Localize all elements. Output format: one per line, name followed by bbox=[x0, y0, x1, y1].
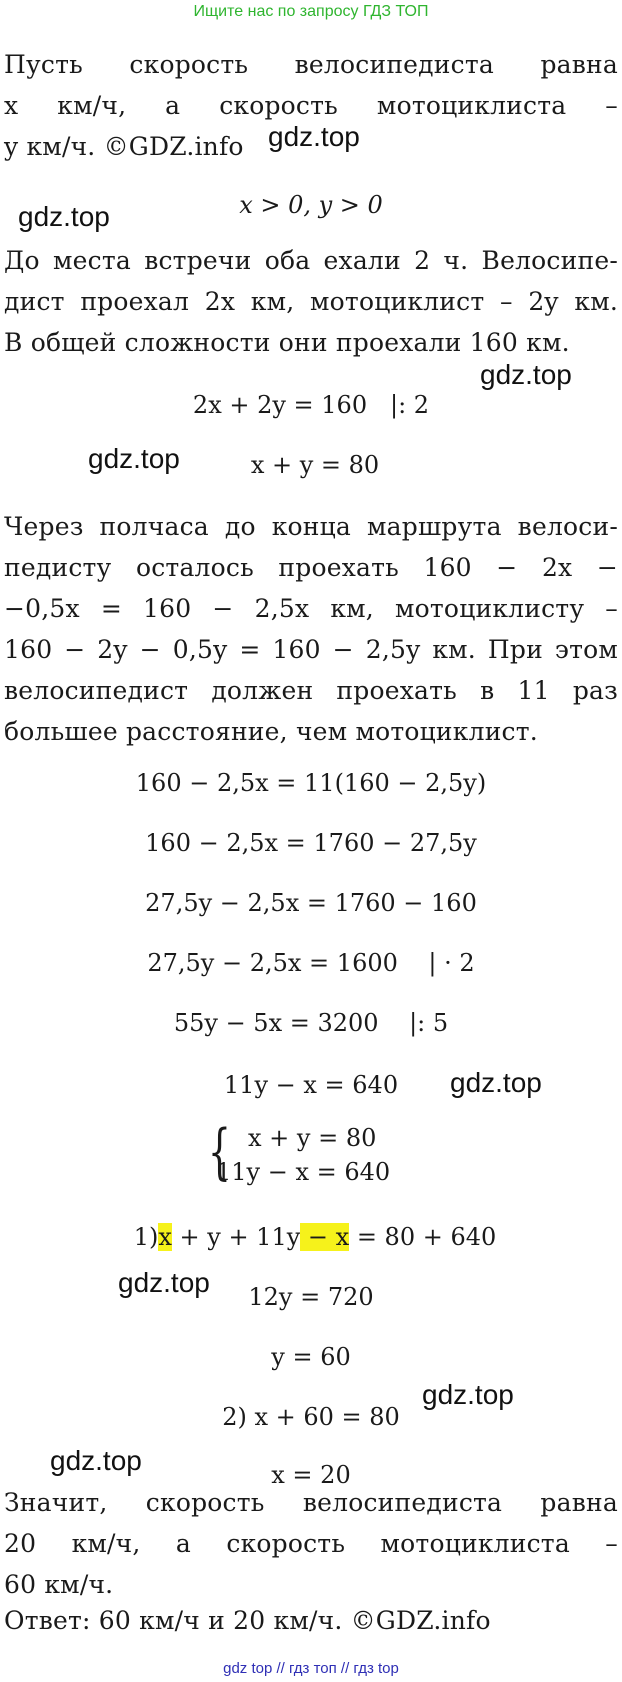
equation-step-3: 27,5y − 2,5x = 1760 − 160 bbox=[145, 889, 477, 917]
equation-result-1: 12y = 720 bbox=[248, 1283, 374, 1311]
equation-step-x: 2) x + 60 = 80 bbox=[222, 1403, 400, 1431]
paragraph-remaining bbox=[4, 506, 618, 752]
text-line: y км/ч. ©GDZ.info bbox=[4, 132, 244, 161]
watermark: gdz.top bbox=[88, 443, 180, 474]
watermark: gdz.top bbox=[18, 201, 110, 232]
text-line: большее расстояние, чем мотоциклист. bbox=[4, 717, 538, 746]
equation-middle: + y + 11y bbox=[171, 1223, 301, 1251]
equation-sum: 2x + 2y = 160 |: 2 bbox=[192, 391, 430, 419]
watermark: gdz.top bbox=[118, 1267, 210, 1298]
equation-step-1: 160 − 2,5x = 11(160 − 2,5y) bbox=[135, 769, 487, 797]
equation-x-value: x = 20 bbox=[271, 1461, 351, 1489]
text-line: В общей сложности они проехали 160 км. bbox=[4, 328, 570, 357]
equation-conditions: x > 0, y > 0 bbox=[239, 191, 383, 219]
text-line: дист проехал 2x км, мотоциклист – 2y км. bbox=[4, 287, 618, 316]
text-line: Значит, скорость велосипедиста равна bbox=[4, 1488, 618, 1517]
equation-step-6: 11y − x = 640 bbox=[223, 1071, 399, 1099]
text-line: 160 − 2y − 0,5y = 160 − 2,5y км. При этом bbox=[4, 635, 618, 664]
text-line: До места встречи оба ехали 2 ч. Велосипе- bbox=[4, 246, 618, 275]
text-line: 20 км/ч, а скорость мотоциклиста – bbox=[4, 1529, 618, 1558]
equation-sum-reduced: x + y = 80 bbox=[250, 451, 380, 479]
paragraph-meeting bbox=[4, 240, 618, 363]
equation-right: = 80 + 640 bbox=[349, 1223, 497, 1251]
system-line-2: 11y − x = 640 bbox=[216, 1158, 391, 1186]
paragraph-conclusion bbox=[4, 1482, 618, 1605]
text-line: велосипедист должен проехать в 11 раз bbox=[4, 676, 618, 705]
watermark: gdz.top bbox=[422, 1379, 514, 1410]
answer-text: Ответ: 60 км/ч и 20 км/ч. ©GDZ.info bbox=[4, 1606, 491, 1635]
text-line: 60 км/ч. bbox=[4, 1570, 114, 1599]
equation-step-5: 55y − 5x = 3200 |: 5 bbox=[173, 1009, 449, 1037]
watermark: gdz.top bbox=[50, 1445, 142, 1476]
site-footer: gdz top // гдз топ // гдз top bbox=[223, 1660, 399, 1677]
text-line: x км/ч, а скорость мотоциклиста – bbox=[4, 91, 618, 120]
highlighted-term: x bbox=[158, 1223, 172, 1251]
text-line: Через полчаса до конца маршрута велоси- bbox=[4, 512, 618, 541]
equation-y-value: y = 60 bbox=[271, 1343, 351, 1371]
text-line: Пусть скорость велосипедиста равна bbox=[4, 50, 618, 79]
equation-step-2: 160 − 2,5x = 1760 − 27,5y bbox=[145, 829, 477, 857]
watermark: gdz.top bbox=[268, 121, 360, 152]
site-header: Ищите нас по запросу ГДЗ ТОП bbox=[193, 3, 429, 20]
brace-icon: { bbox=[208, 1117, 231, 1187]
text-line: педисту осталось проехать 160 − 2x − bbox=[4, 553, 618, 582]
watermark: gdz.top bbox=[480, 359, 572, 390]
answer bbox=[4, 1600, 618, 1641]
step-number: 1) bbox=[133, 1223, 159, 1251]
equation-step-4: 27,5y − 2,5x = 1600 | · 2 bbox=[147, 949, 475, 977]
highlighted-term: − x bbox=[300, 1223, 350, 1251]
text-line: −0,5x = 160 − 2,5x км, мотоциклисту – bbox=[4, 594, 618, 623]
equation-system bbox=[208, 1118, 428, 1198]
equation-addition bbox=[4, 1220, 622, 1254]
system-line-1: x + y = 80 bbox=[248, 1124, 377, 1152]
watermark: gdz.top bbox=[450, 1067, 542, 1098]
